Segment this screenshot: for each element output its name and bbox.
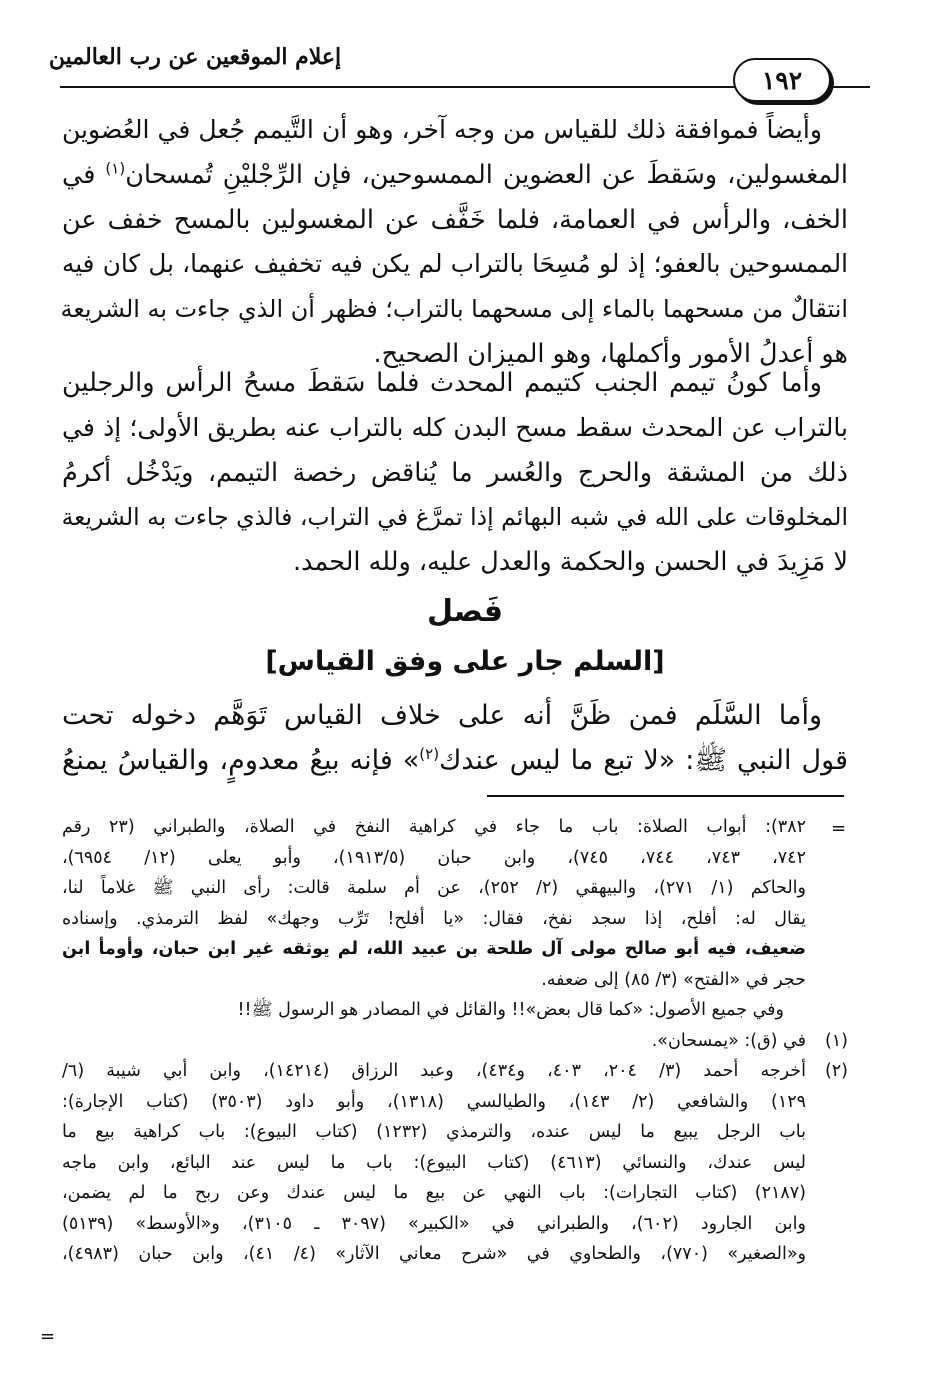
continuation-mark: = bbox=[831, 818, 847, 839]
footnote-line: ١٢٩) والشافعي (٢/ ١٤٣)، والطيالسي (١٣١٨)، وأبو داود (٣٥٠٣) (كتاب الإجارة): bbox=[62, 1091, 807, 1112]
footnote-line: وفي جميع الأصول: «كما قال بعض»!! والقائل في المصادر هو الرسول ﷺ!! bbox=[237, 1000, 784, 1020]
text-line bbox=[62, 153, 848, 198]
footnote-line: يقال له: أفلح، إذا سجد نفخ، فقال: «يا أفلح! تَرِّب وجهك» لفظ الترمذي. وإسناده bbox=[62, 908, 806, 929]
text-line: بالتراب عن المحدث سقط مسح البدن كله بالتراب عنه بطريق الأولى؛ إذ في bbox=[62, 412, 848, 442]
footnote-line: باب الرجل يبيع ما ليس عنده، والترمذي (١٢٣٢) (كتاب البيوع): باب كراهية بيع ما bbox=[62, 1122, 806, 1142]
footnote-number: (٢) bbox=[824, 1061, 848, 1081]
footnote-reference[interactable]: (٢) bbox=[419, 744, 440, 763]
paragraph-1 bbox=[62, 108, 848, 377]
text-line: وأيضاً فموافقة ذلك للقياس من وجه آخر، وهو أن التَّيمم جُعل في العُضوين bbox=[61, 115, 822, 144]
section-title: فَصل bbox=[427, 594, 503, 629]
text-segment: فإنه بيعُ معدومٍ، والقياسُ يمنعُ bbox=[62, 744, 393, 776]
footnote-line: في (ق): «يمسحان». bbox=[651, 1030, 806, 1051]
footnote-line: أخرجه أحمد (٣/ ٢٠٤، ٤٠٣، و٤٣٤)، وعبد الرزاق (١٤٢١٤)، وابن أبي شيبة (٦/ bbox=[62, 1061, 806, 1081]
continuation-mark-end: = bbox=[40, 1326, 56, 1347]
text-segment: قول النبي ﷺ: «لا تبع ما ليس عندك bbox=[439, 744, 849, 776]
footnote-line: ضعيف، فيه أبو صالح مولى آل طلحة بن عبيد الله، لم يوثقه غير ابن حبان، وأومأ ابن bbox=[62, 939, 806, 959]
text-line: وأما السَّلَم فمن ظَنَّ أنه على خلاف القياس تَوَهَّم دخوله تحت bbox=[62, 700, 822, 731]
paragraph-2 bbox=[62, 361, 848, 585]
footnote-separator bbox=[487, 795, 844, 797]
paragraph-3 bbox=[62, 694, 848, 784]
footnote-reference[interactable]: (١) bbox=[105, 159, 126, 178]
footnote-continuation bbox=[62, 812, 848, 995]
text-line: الخف، والرأس في العمامة، فلما خَفَّف عن المغسولين بالمسح خفف عن bbox=[62, 204, 848, 235]
footnote-line: (٢١٨٧) (كتاب التجارات): باب النهي عن بيع ما ليس عندك وعن ربح ما لم يضمن، bbox=[62, 1183, 806, 1203]
footnote-line: ٣٨٢): أبواب الصلاة: باب ما جاء في كراهية النفخ في الصلاة، والطبراني (٢٣ رقم bbox=[62, 817, 806, 837]
footnote-line: وابن الجارود (٦٠٢)، والطبراني في «الكبير» (٣٠٩٧ ـ ٣١٠٥)، و«الأوسط» (٥١٣٩) bbox=[62, 1213, 806, 1234]
section-subtitle: [السلم جار على وفق القياس] bbox=[265, 646, 665, 677]
footnote-line: ليس عندك، والنسائي (٤٦١٣) (كتاب البيوع): باب ما ليس عند البائع، وابن ماجه bbox=[62, 1152, 806, 1173]
text-line: المخلوقات على الله في شبه البهائم إذا تمرَّغ في التراب، فالذي جاءت به الشريعة bbox=[61, 503, 848, 532]
running-header-title: إعلام الموقعين عن رب العالمين bbox=[48, 44, 342, 70]
text-line: الممسوحين بالعفو؛ إذ لو مُسِحَا بالتراب لم يكن فيه تخفيف عنهما، بل كان فيه bbox=[62, 249, 848, 279]
text-line: انتقالٌ من مسحهما بالماء إلى مسحهما بالتراب؛ فظهر أن الذي جاءت به الشريعة bbox=[60, 295, 848, 324]
text-line: ذلك من المشقة والحرج والعُسر ما يُناقض رخصة التيمم، ويَدْخُل أكرمُ bbox=[62, 457, 848, 488]
text-line: قول النبي ﷺ: «لا تبع ما ليس عندك$^{(٢)}$» فإنه بيعُ معدومٍ، والقياسُ يمنعُ bbox=[62, 744, 849, 776]
footnote-line: حجر في «الفتح» (٣/ ٨٥) إلى ضعفه. bbox=[541, 969, 806, 990]
text-segment: في bbox=[62, 159, 96, 190]
footnote-2 bbox=[62, 1056, 848, 1270]
text-line: لا مَزِيدَ في الحسن والحكمة والعدل عليه، ولله الحمد. bbox=[292, 547, 848, 578]
text-line: وأما كونُ تيمم الجنب كتيمم المحدث فلما سَقطَ مسحُ الرأس والرجلين bbox=[62, 368, 822, 398]
text-segment: المغسولين، وسَقطَ عن العضوين الممسوحين، فإن الرِّجْليْنِ تُمسحان bbox=[125, 159, 849, 190]
text-line: هو أعدلُ الأمور وأكملها، وهو الميزان الصحيح. bbox=[373, 338, 848, 369]
footnotes bbox=[62, 812, 848, 1270]
footnote-editor-note bbox=[62, 995, 848, 1026]
page-number: ١٩٢ bbox=[733, 58, 831, 102]
footnote-line: ٧٤٢، ٧٤٣، ٧٤٤، ٧٤٥)، وابن حبان (١٩١٣/٥)، وأبو يعلى (١٢/ ٦٩٥٤)، bbox=[62, 847, 806, 868]
footnote-1 bbox=[62, 1026, 848, 1057]
footnote-line: والحاكم (١/ ٢٧١)، والبيهقي (٢/ ٢٥٢)، عن أم سلمة قالت: رأى النبي ﷺ غلاماً لنا، bbox=[62, 878, 806, 898]
footnote-line: و«الصغير» (٧٧٠)، والطحاوي في «شرح معاني الآثار» (٤/ ٤١)، وابن حبان (٤٩٨٣)، bbox=[62, 1244, 806, 1264]
footnote-number: (١) bbox=[824, 1030, 848, 1051]
